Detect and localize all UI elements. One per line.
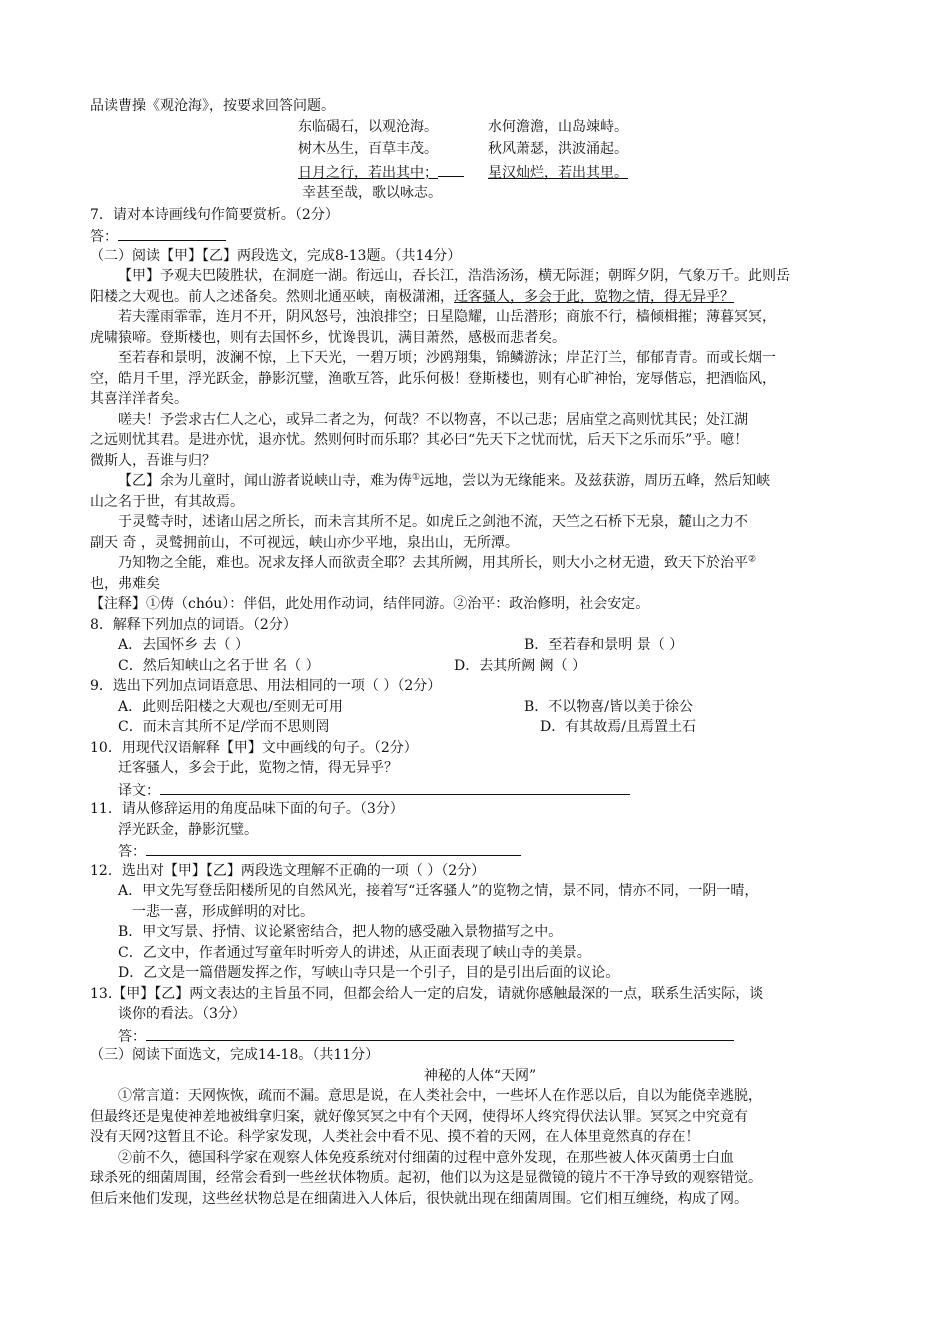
jia-paragraph-3-cont: 空，皓月千里，浮光跃金，静影沉璧，渔歌互答，此乐何极！登斯楼也，则有心旷神怡，宠辱偕忘，把酒临风， bbox=[90, 370, 776, 387]
yi-paragraph-1: 【乙】余为儿童时，闻山游者说峡山寺，难为俦①远地，尝以为无缘能来。及兹获游，周历五峰，然后知峡 bbox=[118, 472, 771, 489]
question-11: 11．请从修辞运用的角度品味下面的句子。（3分） bbox=[90, 801, 404, 817]
option-b[interactable]: B．不以物喜/皆以美于徐公 bbox=[524, 698, 694, 715]
question-10: 10．用现代汉语解释【甲】文中画线的句子。（2分） bbox=[90, 739, 418, 756]
article-paragraph-2-cont: 球杀死的细菌周围，经常会看到一些丝状体物质。起初，他们以为这是显微镜的镜片不干净导致的观察错觉。 bbox=[90, 1170, 762, 1186]
question-9: 9．选出下列加点词语意思、用法相同的一项（ ）（2分） bbox=[90, 678, 442, 694]
option-c[interactable]: C．然后知峡山之名于世 名（ ） bbox=[118, 657, 320, 674]
article-paragraph-1-end: 没有天网?这暂且不论。科学家发现，人类社会中看不见、摸不着的天网，在人体里竟然真的存在！ bbox=[90, 1129, 700, 1145]
article-paragraph-1-cont: 但最终还是鬼使神差地被缉拿归案，就好像冥冥之中有个天网，使得坏人终究得伏法认罪。冥冥之中究竟有 bbox=[90, 1108, 748, 1125]
poem-intro: 品读曹操《观沧海》，按要求回答问题。 bbox=[90, 98, 335, 114]
q8-options-row-2 bbox=[90, 656, 870, 677]
poem-verse: 秋风萧瑟，洪波涌起。 bbox=[488, 140, 628, 157]
section-3-heading: （三）阅读下面选文，完成14-18。（共11分） bbox=[90, 1047, 380, 1063]
article-paragraph-2: ②前不久，德国科学家在观察人体免疫系统对付细菌的过程中意外发现，在那些被人体灭菌勇士白血 bbox=[118, 1149, 734, 1166]
q11-sentence: 浮光跃金，静影沉璧。 bbox=[118, 821, 258, 838]
answer-line-10: 译文： bbox=[90, 779, 870, 800]
question-13-cont: 谈你的看法。（3分） bbox=[118, 1006, 246, 1022]
answer-blank[interactable] bbox=[118, 225, 226, 241]
poem-line-2 bbox=[90, 139, 870, 161]
answer-line-7: 答： bbox=[90, 225, 870, 246]
answer-blank[interactable] bbox=[160, 779, 630, 795]
q8-options-row-1 bbox=[90, 635, 870, 656]
footnote-mark: ① bbox=[412, 472, 421, 483]
exam-page bbox=[90, 96, 870, 1209]
option-d[interactable]: D．去其所阙 阙（ ） bbox=[454, 657, 587, 674]
footnote-mark: ② bbox=[748, 554, 757, 565]
q12-option-d[interactable]: D．乙文是一篇借题发挥之作，写峡山寺只是一个引子，目的是引出后面的议论。 bbox=[118, 965, 620, 981]
article-paragraph-2-end: 但后来他们发现，这些丝状物总是在细菌进入人体后，很快就出现在细菌周围。它们相互缠绕，构成了网。 bbox=[90, 1190, 748, 1207]
question-7: 7．请对本诗画线句作简要赏析。（2分） bbox=[90, 206, 339, 223]
answer-blank[interactable] bbox=[146, 840, 521, 856]
question-12: 12．选出对【甲】【乙】两段选文理解不正确的一项（ ）（2分） bbox=[90, 862, 486, 879]
poem-verse: 树木丛生，百草丰茂。 bbox=[298, 140, 438, 157]
poem-underlined-verse: 日月之行，若出其中； bbox=[298, 164, 438, 181]
poem-verse: 东临碣石，以观沧海。 bbox=[298, 118, 438, 135]
option-c[interactable]: C．而未言其所不足/学而不思则罔 bbox=[118, 719, 330, 735]
poem-verse: 水何澹澹，山岛竦峙。 bbox=[488, 118, 628, 135]
answer-line-13: 答： bbox=[90, 1025, 870, 1046]
yi-paragraph-2-cont: 副天 奇 ，灵鹫拥前山，不可视远，峡山亦少平地，泉出山，无所潭。 bbox=[90, 534, 519, 551]
q12-option-a[interactable]: A．甲文先写登岳阳楼所见的自然风光，接着写“迁客骚人”的览物之情，景不同，情亦不同，一阴一晴， bbox=[118, 883, 759, 899]
q12-option-a-cont: 一悲一喜，形成鲜明的对比。 bbox=[132, 903, 314, 920]
section-2-heading: （二）阅读【甲】【乙】两段选文，完成8-13题。（共14分） bbox=[90, 247, 462, 264]
jia-paragraph-4-cont: 之远则忧其君。是进亦忧，退亦忧。然则何时而乐耶？其必曰“先天下之忧而忧，后天下之乐而乐”乎。噫！ bbox=[90, 432, 749, 448]
jia-paragraph-2-cont: 虎啸猿啼。登斯楼也，则有去国怀乡，忧谗畏讥，满目萧然，感极而悲者矣。 bbox=[90, 329, 566, 346]
poem-line-1 bbox=[90, 117, 870, 139]
yi-paragraph-3-end: 也，弗难矣 bbox=[90, 575, 160, 592]
q9-options-row-2 bbox=[90, 717, 870, 738]
jia-paragraph-4: 嗟夫！予尝求古仁人之心，或异二者之为，何哉？不以物喜，不以己悲；居庙堂之高则忧其民；处江湖 bbox=[118, 411, 748, 428]
yi-paragraph-2: 于灵鹫寺时，述诸山居之所长，而未言其所不足。如虎丘之剑池不流，天竺之石桥下无泉，麓山之力不 bbox=[118, 514, 748, 530]
option-a[interactable]: A．此则岳阳楼之大观也/至则无可用 bbox=[118, 698, 343, 715]
yi-paragraph-1-cont: 山之名于世，有其故焉。 bbox=[90, 493, 244, 510]
question-13: 13.【甲】【乙】两文表达的主旨虽不同，但都会给人一定的启发，请就你感触最深的一点，联系生活实际，谈 bbox=[90, 985, 764, 1002]
q10-sentence: 迁客骚人，多会于此，览物之情，得无异乎？ bbox=[118, 760, 398, 776]
q12-option-b[interactable]: B．甲文写景、抒情、议论紧密结合，把人物的感受融入景物描写之中。 bbox=[118, 924, 563, 940]
jia-paragraph-3-end: 其喜洋洋者矣。 bbox=[90, 391, 188, 407]
article-title: 神秘的人体“天网” bbox=[423, 1067, 537, 1084]
answer-line-11: 答： bbox=[90, 840, 870, 861]
jia-paragraph-1-cont: 阳楼之大观也。前人之述备矣。然则北通巫峡，南极潇湘，迁客骚人，多会于此，览物之情，得无异乎？ bbox=[90, 288, 734, 305]
article-paragraph-1: ①常言道：天网恢恢，疏而不漏。意思是说，在人类社会中，一些坏人在作恶以后，自以为能侥幸逃脱， bbox=[118, 1088, 762, 1104]
option-b[interactable]: B．至若春和景明 景（ ） bbox=[524, 637, 684, 653]
question-8: 8．解释下列加点的词语。（2分） bbox=[90, 616, 297, 633]
poem-line-4 bbox=[90, 183, 870, 205]
yi-paragraph-3: 乃知物之全能，难也。况求友择人而欲责全耶？去其所阙，用其所长，则大小之材无遗，致天下於治平② bbox=[118, 554, 757, 571]
poem-underlined-verse: 星汉灿烂，若出其里。 bbox=[488, 164, 628, 181]
q9-options-row-1 bbox=[90, 697, 870, 718]
jia-paragraph-3: 至若春和景明，波澜不惊，上下天光，一碧万顷；沙鸥翔集，锦鳞游泳；岸芷汀兰，郁郁青青。而或长烟一 bbox=[118, 350, 776, 366]
poem-line-3 bbox=[90, 161, 870, 183]
jia-paragraph-4-end: 微斯人，吾谁与归？ bbox=[90, 452, 216, 469]
underline-blank bbox=[438, 161, 464, 177]
poem-verse: 幸甚至哉，歌以咏志。 bbox=[302, 184, 442, 201]
q12-option-c[interactable]: C．乙文中，作者通过写童年时听旁人的讲述，从正面表现了峡山寺的美景。 bbox=[118, 944, 591, 961]
jia-paragraph-2: 若夫霪雨霏霏，连月不开，阴风怒号，浊浪排空；日星隐耀，山岳潜形；商旅不行，樯倾楫摧；薄暮冥冥， bbox=[118, 309, 776, 325]
option-d[interactable]: D．有其故焉/且焉置土石 bbox=[540, 719, 696, 735]
underlined-sentence: 迁客骚人，多会于此，览物之情，得无异乎？ bbox=[454, 288, 734, 305]
annotation-note: 【注释】①俦（chóu）：伴侣，此处用作动词，结伴同游。②治平：政治修明，社会安定。 bbox=[90, 596, 650, 612]
option-a[interactable]: A．去国怀乡 去（ ） bbox=[118, 637, 250, 653]
jia-paragraph-1: 【甲】予观夫巴陵胜状，在洞庭一湖。衔远山，吞长江，浩浩汤汤，横无际涯；朝晖夕阴，气象万千。此则岳 bbox=[118, 268, 790, 284]
answer-blank[interactable] bbox=[146, 1025, 734, 1041]
